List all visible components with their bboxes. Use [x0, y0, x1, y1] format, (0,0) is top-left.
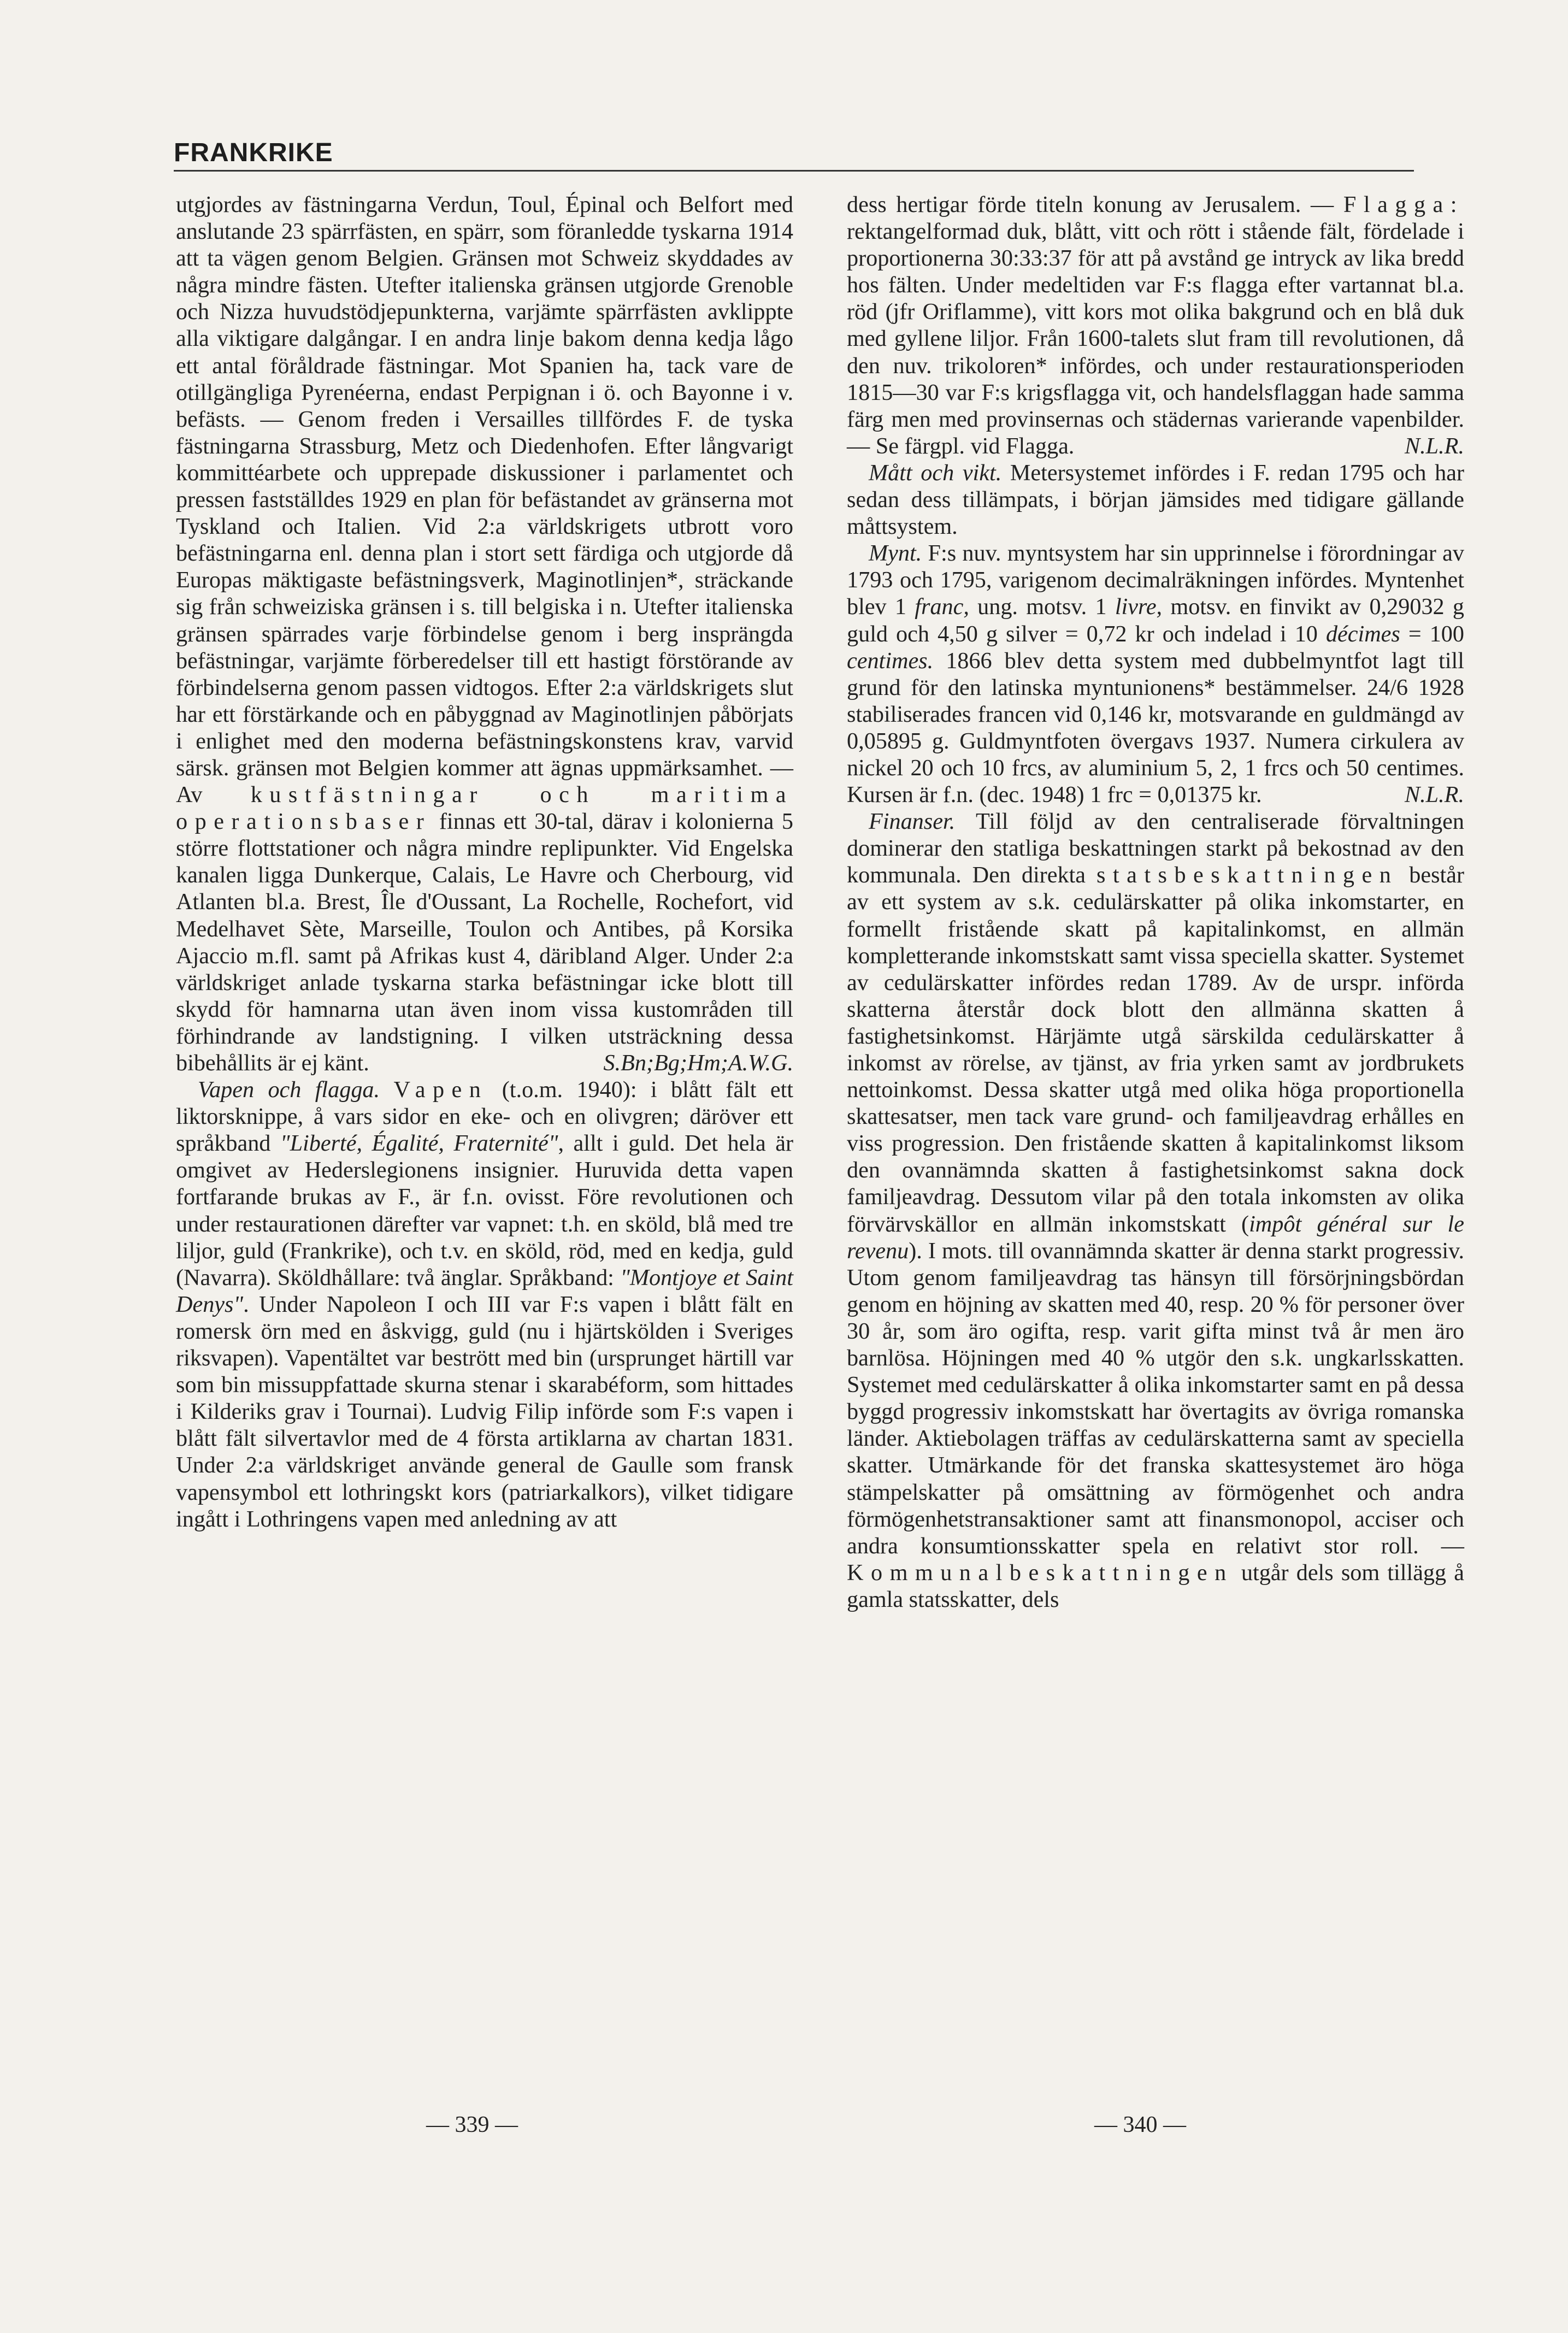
text-run: (t.o.m. 1940): i blått fält ett liktorsknippe, å vars sidor en eke- och en olivgren; däröver ett språkband [176, 1077, 794, 1157]
section-heading: Vapen och flagga. [198, 1077, 380, 1103]
text-run: ung. motsv. 1 [969, 594, 1115, 620]
text-run: består av ett system av s.k. cedulärskatter på olika inkomstarter, en formellt fristående skatt på kapitalinkomst, en allmän kompletterande inkomstskatt samt vissa speciella skatter. Systemet av cedulärskatter infördes redan 1789. Av de urspr. införda skatterna återstår dock blott den allmänna skatten å fastighetsinkomst. Härjämte utgå särskilda cedulärskatter å inkomst av rörelse, av tjänst, av fria yrken samt av jordbrukets nettoinkomst. Dessa skatter utgå med olika höga proportionella skattesatser, men tack vare grund- och familjeavdrag erhålles en viss progression. Den fristående skatten å kapitalinkomst liksom den ovannämnda skatten å fastighetsinkomst sakna dock familjeavdrag. Dessutom vilar på den totala inkomsten av olika förvärvskällor en allmän inkomstskatt ( [847, 862, 1465, 1237]
page-number-right: — 340 — [1094, 2112, 1186, 2137]
right-column [847, 191, 1464, 1613]
text-run: rektangelformad duk, blått, vitt och rött i stående fält, fördelade i proportionerna 30:33:37 för att på avstånd ge intryck av lika bredd hos fälten. Under medeltiden var F:s flagga efter vartannat bl.a. röd (jfr Oriflamme), vitt kors mot olika bakgrund och en blå duk med gyllene liljor. Från 1600-talets slut fram till revolutionen, då den nuv. trikoloren* infördes, och under restaurationsperioden 1815—30 var F:s krigsflagga vit, och handelsflaggan hade samma färg men med provinsernas och städernas varierande vapenbilder. — Se färgpl. vid Flagga. [847, 219, 1464, 459]
paragraph-coins [847, 540, 1464, 808]
text-run: = 100 [1400, 621, 1464, 647]
left-column [176, 191, 793, 1533]
italic-term: centimes. [847, 647, 934, 674]
text-run: , allt i guld. Det hela är omgivet av Hederslegionens insignier. Huruvida detta vapen fortfarande brukas av F., är f.n. ovisst. Före revolutionen och under restaurationen därefter var vapnet: t.h. en sköld, blå med tre liljor, guld (Frankrike), och t.v. en sköld, röd, med en kedja, guld (Navarra). Sköldhållare: två änglar. Språkband: [176, 1130, 794, 1291]
section-heading: Mynt. [869, 540, 922, 567]
spaced-term: Flagga: [1343, 192, 1464, 217]
spaced-term: kustfästningar och maritima operationsbaser [176, 782, 794, 835]
page-title: FRANKRIKE [174, 138, 333, 167]
section-heading: Mått och vikt. [869, 459, 1002, 486]
header-rule [174, 170, 1414, 172]
text-run: utgjordes av fästningarna Verdun, Toul, Épinal och Belfort med anslutande 23 spärrfästen, en spärr, som föranledde tyskarna 1914 att ta vägen genom Belgien. Gränsen mot Schweiz skyddades av några mindre fästen. Utefter italienska gränsen utgjorde Grenoble och Nizza huvudstödjepunkterna, varjämte spärrfästen avklippte alla viktigare dalgångar. I en andra linje bakom denna kedja lågo ett antal föråldrade fästningar. Mot Spanien ha, tack vare de otillgängliga Pyrenéerna, endast Perpignan i ö. och Bayonne i v. befästs. — Genom freden i Versailles tillfördes F. de tyska fästningarna Strassburg, Metz och Diedenhofen. Efter långvarigt kommittéarbete och upprepade diskussioner i parlamentet och pressen fastställdes 1929 en plan för befästandet av gränserna mot Tyskland och Italien. Vid 2:a världskrigets utbrott voro befästningarna enl. denna plan i stort sett färdiga och utgjorde då Europas mäktigaste befästningsverk, Maginotlinjen*, sträckande sig från schweiziska gränsen i s. till belgiska i n. Utefter italienska gränsen spärrades varje förbindelse genom i berg insprängda befästningar, varjämte förberedelser till ett hastigt förstörande av förbindelserna genom passen vidtogos. Efter 2:a världskrigets slut har ett förstärkande och en påbyggnad av Maginotlinjen påbörjats i enlighet med den moderna befästningskonstens krav, varvid särsk. gränsen mot Belgien kommer att ägnas uppmärksamhet. — Av [176, 192, 793, 808]
italic-term: livre, [1115, 594, 1163, 620]
author-signature: N.L.R. [1404, 782, 1464, 808]
motto: "Montjoye et Saint Denys" [176, 1264, 793, 1317]
motto: "Liberté, Égalité, Fraternité" [280, 1130, 558, 1157]
paragraph-coat-of-arms [176, 1076, 793, 1533]
italic-term: franc, [915, 594, 969, 620]
author-signature: S.Bn;Bg;Hm;A.W.G. [603, 1050, 793, 1076]
paragraph-measures [847, 459, 1464, 540]
text-run: Till följd av den centraliserade förvaltningen dominerar den statliga beskattningen starkt på bekostnad av den kommunala. Den direkta [847, 809, 1464, 888]
text-run: 1866 blev detta system med dubbelmyntfot lagt till grund för den latinska myntunionens* bestämmelser. 24/6 1928 stabiliserades francen vid 0,146 kr, motsvarande en guldmängd av 0,05895 g. Guldmyntfoten övergavs 1937. Numera cirkulera av nickel 20 och 10 frcs, av aluminium 5, 2, 1 frcs och 50 centimes. Kursen är f.n. (dec. 1948) 1 frc = 0,01375 kr. [847, 647, 1464, 808]
spaced-term: Kommunalbeskattningen [847, 1559, 1234, 1586]
italic-term: décimes [1325, 621, 1400, 647]
section-heading: Finanser. [869, 809, 956, 835]
paragraph-finances [847, 808, 1464, 1613]
spaced-term: statsbeskattningen [1096, 862, 1399, 888]
running-header [174, 131, 1414, 169]
text-run: utgår dels som tillägg å gamla statsskatter, dels [847, 1559, 1464, 1612]
italic-term: impôt général sur le revenu [847, 1211, 1464, 1264]
text-run: . Under Napoleon I och III var F:s vapen i blått fält en romersk örn med en åskvigg, guld (nu i hjärtskölden i Sveriges riksvapen). Vapentältet var bestrött med bin (ursprunget härtill var som bin missuppfattade skurna stenar i skarabéform, som hittades i Kilderiks grav i Tournai). Ludvig Filip införde som F:s vapen i blått fält silvertavlor med de 4 första artiklarna av chartan 1831. Under 2:a världskriget använde general de Gaulle som fransk vapensymbol ett lothringskt kors (patriarkalkors), vilket tidigare ingått i Lothringens vapen med anledning av att [176, 1291, 793, 1532]
paragraph-flag [847, 191, 1464, 459]
text-run: finnas ett 30-tal, därav i kolonierna 5 större flottstationer och några mindre replipunkter. Vid Engelska kanalen ligga Dunkerque, Calais, Le Havre och Cherbourg, vid Atlanten bl.a. Brest, Île d'Oussant, La Rochelle, Rochefort, vid Medelhavet Sète, Marseille, Toulon och Antibes, på Korsika Ajaccio m.fl. samt på Afrikas kust 4, däribland Alger. Under 2:a världskriget anlade tyskarna starka befästningar icke blott till skydd för hamnarna utan även inom vissa kustområden till förhindrande av landstigning. I vilken utsträckning dessa bibehållits är ej känt. [176, 809, 793, 1076]
text-run: ). I mots. till ovannämnda skatter är denna starkt progressiv. Utom genom familjeavdrag tas hänsyn till försörjningsbördan genom en höjning av skatten med 40, resp. 20 % för personer över 30 år, som äro ogifta, resp. varit gifta minst två år men äro barnlösa. Höjningen med 40 % utgör den s.k. ungkarlsskatten. Systemet med cedulärskatter å olika inkomstarter samt en på dessa byggd progressiv inkomstskatt har övertagits av övriga romanska länder. Aktiebolagen träffas av cedulärskatterna samt av speciella skatter. Utmärkande för det franska skattesystemet äro höga stämpelskatter på omsättning av förmögenhet och andra förmögenhetstransaktioner samt att finansmonopol, acciser och andra konsumtionsskatter spela en relativt stor roll. — [847, 1238, 1464, 1559]
text-run: dess hertigar förde titeln konung av Jerusalem. — [847, 192, 1334, 217]
text-run: F:s nuv. myntsystem har sin upprinnelse i förordningar av 1793 och 1795, varigenom decimalräkningen infördes. Myntenhet blev 1 [847, 540, 1464, 620]
text-run: motsv. en finvikt av 0,29032 g guld och 4,50 g silver = 0,72 kr och indelad i 10 [847, 594, 1464, 647]
text-run: Metersystemet infördes i F. redan 1795 och har sedan dess tillämpats, i början jämsides med tidigare gällande måttsystem. [847, 459, 1465, 540]
spaced-term: Vapen [393, 1077, 488, 1103]
page-number-left: — 339 — [426, 2112, 518, 2137]
author-signature: N.L.R. [1404, 433, 1464, 459]
paragraph-fortifications [176, 191, 793, 1076]
